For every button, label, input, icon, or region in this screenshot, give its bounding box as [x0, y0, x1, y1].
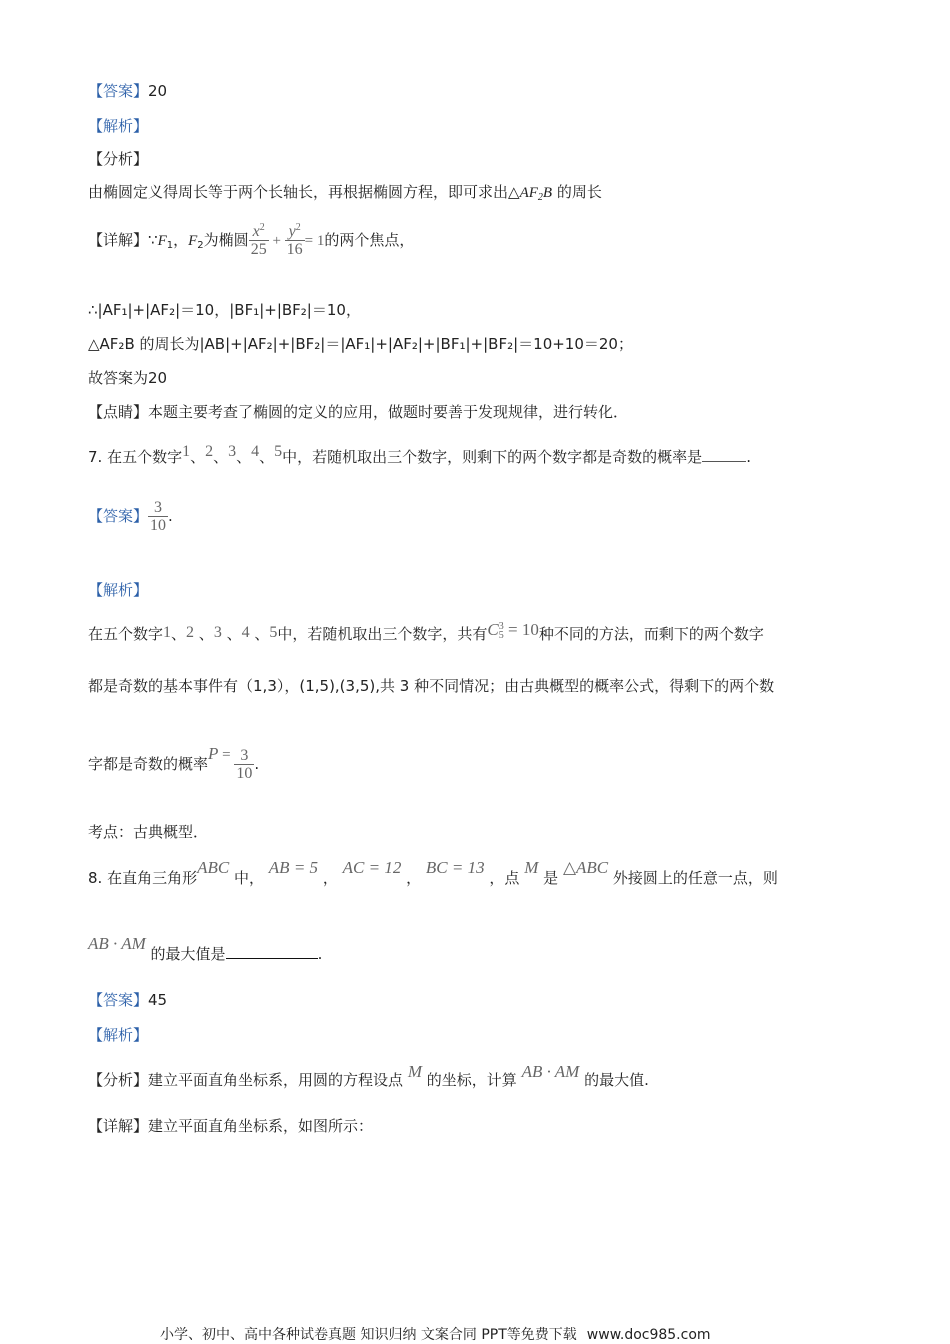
answer-line-8 — [88, 990, 167, 1010]
fenxi-b: 的坐标，计算 — [426, 1071, 517, 1089]
q8-text-c: 的最大值是 — [150, 945, 226, 963]
math-abc: ABC — [197, 858, 230, 877]
explanation-line-2: 都是奇数的基本事件有（1,3），(1,5),(3,5),共 3 种不同情况；由古典概型的概率公式，得剩下的两个数 — [88, 677, 775, 695]
period: . — [168, 507, 173, 525]
answer-fraction: $\frac{3}{10}$ — [150, 499, 167, 534]
xiangjie-end: 的两个焦点， — [324, 231, 415, 249]
q8-text-b: 外接圆上的任意一点，则 — [612, 869, 778, 887]
math-bc: BC = 13 — [425, 858, 485, 877]
p-symbol: P — [208, 744, 219, 763]
xiangjie-tag: 【详解】 — [88, 231, 149, 249]
comma: ， — [322, 869, 338, 887]
digit-2: 2 — [205, 443, 214, 460]
ellipse-term-x: $\frac{x^2}{25}$ — [250, 222, 267, 258]
dianjing-tag: 【点睛】 — [88, 403, 149, 421]
question-number: 7. — [88, 448, 103, 466]
explanation-line-1: 在五个数字1、2 、3 、4 、5中，若随机取出三个数字，共有$C_5^3 = 10$种不同的方法，而剩下的两个数字 — [88, 620, 764, 643]
math-dot-product: AB · AM — [521, 1062, 580, 1081]
exp1-c: 种不同的方法，而剩下的两个数字 — [538, 625, 764, 643]
xiangjie-tag: 【详解】 — [88, 1117, 149, 1135]
combination-expr: $C_5^3 = 10$ — [487, 620, 539, 641]
digit-5: 5 — [274, 443, 283, 460]
digit-3: 3 — [213, 624, 222, 641]
digit-5: 5 — [269, 624, 278, 641]
digit-2: 2 — [186, 624, 195, 641]
q8-shi: 是 — [543, 869, 559, 887]
question-8 — [88, 858, 778, 888]
answer-line-6 — [88, 81, 167, 101]
footer-text: 小学、初中、高中各种试卷真题 知识归纳 文案合同 PPT等免费下载 — [160, 1327, 577, 1343]
period: . — [317, 945, 323, 963]
question-number: 8. — [88, 869, 103, 887]
answer-tag: 【答案】 — [88, 507, 149, 525]
math-dot-product: AB · AM — [88, 934, 146, 953]
comma: ， — [406, 869, 422, 887]
xiangjie-line: 【详解】$\because F_1$，$F_2$为椭圆 $\frac{x^2}{25}$ + $\frac{y^2}{16}$ = 1的两个焦点， — [88, 222, 415, 258]
answer-blank — [226, 944, 318, 959]
ellipse-term-y: $\frac{y^2}{16}$ — [286, 222, 303, 258]
fenxi-tag: 【分析】 — [88, 1071, 149, 1089]
math-m: M — [407, 1062, 422, 1081]
jiexi-tag: 【解析】 — [88, 1026, 149, 1044]
fenxi-tag: 【分析】 — [88, 150, 149, 168]
xiangjie-text: 建立平面直角坐标系，如图所示： — [148, 1117, 374, 1135]
answer-tag: 【答案】 — [88, 82, 149, 100]
math-m: M — [524, 858, 539, 877]
jiexi-tag: 【解析】 — [88, 581, 149, 599]
fenxi-text: 由椭圆定义得周长等于两个长轴长，再根据椭圆方程，即可求出$\triangle AF_2B$ 的周长 — [88, 183, 602, 203]
fenxi-line-8 — [88, 1062, 649, 1090]
digit-4: 4 — [251, 443, 260, 460]
fenxi-text-a: 由椭圆定义得周长等于两个长轴长，再根据椭圆方程，即可求出 — [88, 183, 509, 201]
math-ab: AB = 5 — [268, 858, 319, 877]
exp1-a: 在五个数字 — [88, 625, 164, 643]
fenxi-a: 建立平面直角坐标系，用圆的方程设点 — [148, 1071, 404, 1089]
fenxi-text-b: 的周长 — [556, 183, 602, 201]
q8-zhong: 中， — [234, 869, 265, 887]
exp1-b: 中，若随机取出三个数字，共有 — [277, 625, 488, 643]
answer-tag: 【答案】 — [88, 991, 149, 1009]
proof-line-1: ∴|AF₁|+|AF₂|＝10，|BF₁|+|BF₂|＝10， — [88, 301, 361, 319]
proof-line-2: △AF₂B 的周长为|AB|+|AF₂|+|BF₂|＝|AF₁|+|AF₂|+|BF₁|+|BF₂|＝10+10＝20； — [88, 335, 633, 353]
period: . — [746, 448, 751, 466]
period: . — [254, 755, 260, 773]
jiexi-tag: 【解析】 — [88, 117, 149, 135]
proof-line-3: 故答案为20 — [88, 369, 168, 387]
xiangjie-mid: 为椭圆 — [203, 231, 249, 249]
digit-1: 1 — [182, 443, 191, 460]
fenxi-c: 的最大值. — [584, 1071, 649, 1089]
ellipse-rhs: = 1 — [304, 233, 325, 249]
math-triangle-abc: △ABC — [562, 858, 609, 877]
p-equals: = — [222, 747, 231, 763]
math-ac: AC = 12 — [342, 858, 402, 877]
fenxi-af: AF — [519, 185, 538, 201]
answer-blank — [702, 447, 746, 462]
digit-1: 1 — [163, 624, 172, 641]
digit-3: 3 — [228, 443, 237, 460]
answer-value: 20 — [148, 82, 168, 100]
question-7: 7. 在五个数字1、2、3、4、5中，若随机取出三个数字，则剩下的两个数字都是奇数的概率是 . — [88, 443, 751, 466]
probability-fraction: $\frac{3}{10}$ — [236, 747, 253, 782]
xiangjie-line-8 — [88, 1116, 373, 1136]
question-8-line-2 — [88, 934, 323, 964]
q7-text-b: 中，若随机取出三个数字，则剩下的两个数字都是奇数的概率是 — [282, 448, 703, 466]
triangle-symbol: △ — [508, 183, 520, 201]
answer-value: 45 — [148, 991, 168, 1009]
q7-text-a: 在五个数字 — [107, 448, 183, 466]
q8-dian: ，点 — [489, 869, 520, 887]
footer-url[interactable]: www.doc985.com — [586, 1327, 711, 1343]
answer-line-7 — [88, 496, 173, 536]
dianjing-text: 本题主要考查了椭圆的定义的应用，做题时要善于发现规律，进行转化． — [148, 403, 629, 421]
q8-text-a: 在直角三角形 — [107, 869, 198, 887]
kaodian-line: 考点：古典概型． — [88, 823, 209, 841]
explanation-line-3 — [88, 740, 259, 789]
dianjing-line — [88, 402, 628, 422]
digit-4: 4 — [241, 624, 250, 641]
because-symbol: ∵ — [148, 231, 158, 249]
exp3: 字都是奇数的概率 — [88, 755, 209, 773]
page-footer — [160, 1324, 711, 1344]
